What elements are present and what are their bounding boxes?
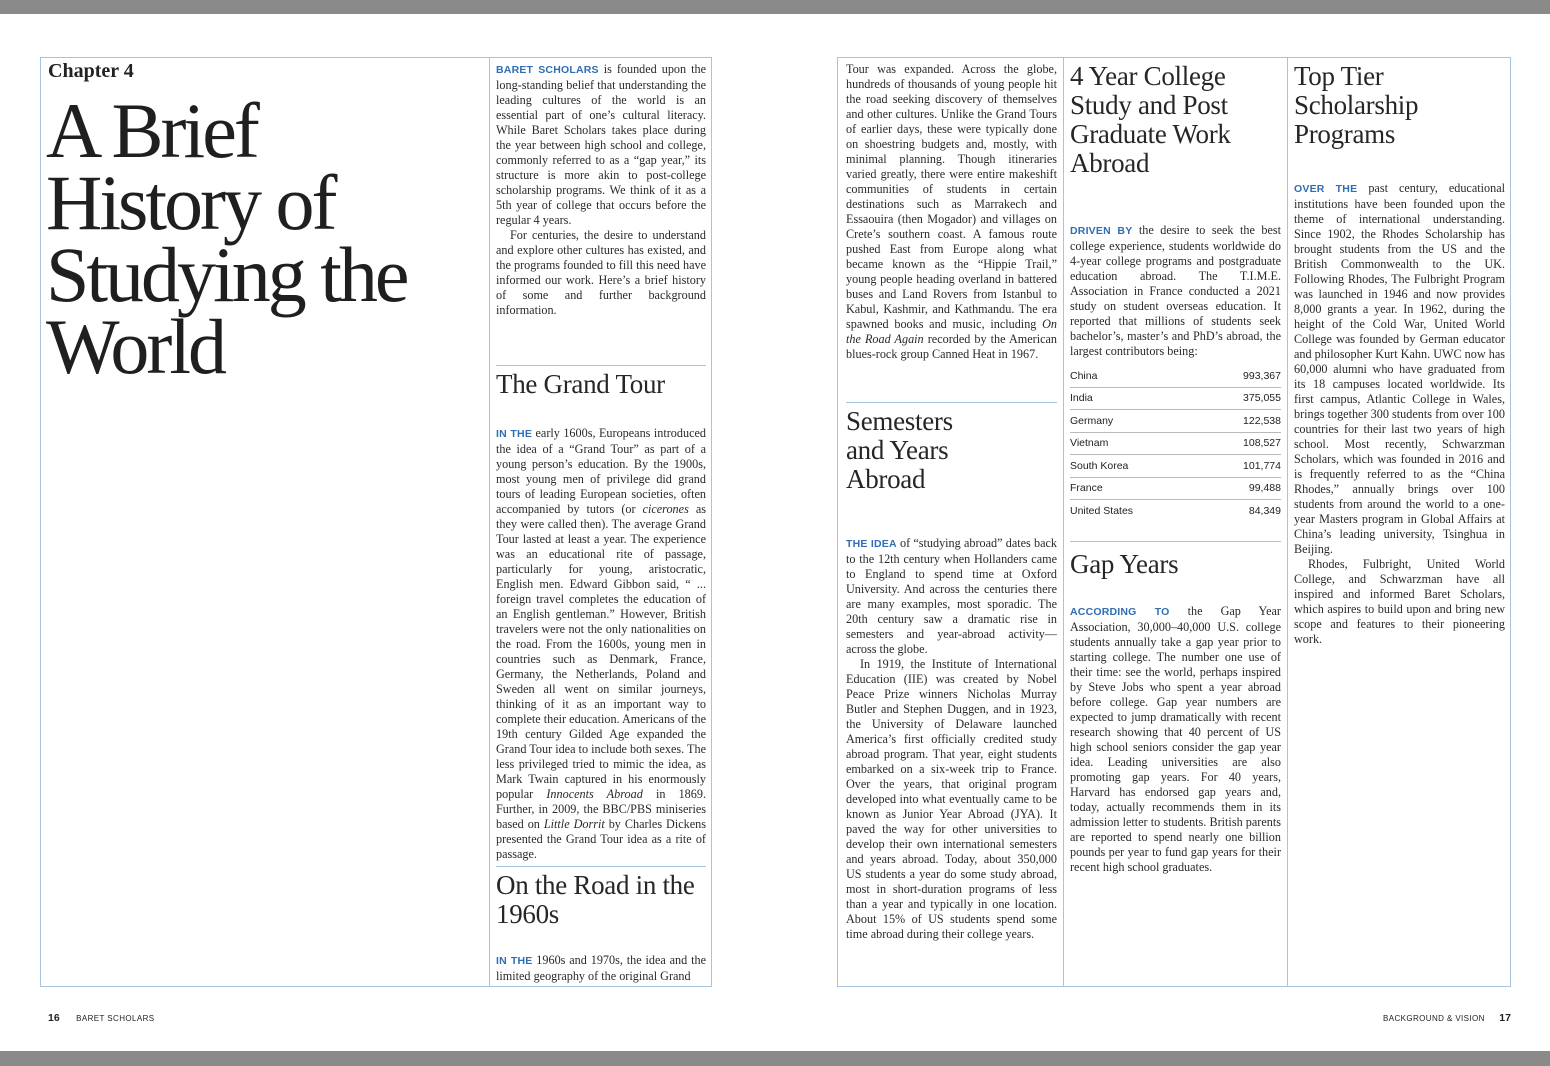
country-cell: China [1070,365,1202,387]
right-footer [1383,1008,1511,1026]
bottom-band [0,1051,1550,1066]
four-year-paragraph: DRIVEN BY the desire to seek the best college experience, students worldwide do 4-year college programs and postgraduate education abroad. The T.I.M.E. Association in France conducted a 2021 study on student overseas education. It reported that millions of students seek bachelor’s, master’s and PhD’s abroad, the largest contributors being: [1070,223,1281,358]
intro-paragraph-2: For centuries, the desire to understand and explore other cultures has existed, and the programs founded to fill this need have informed our work. Here’s a brief history of some and further background information. [496,228,706,317]
count-cell: 375,055 [1202,387,1281,410]
count-cell: 122,538 [1202,410,1281,433]
grand-tour-paragraph: IN THE early 1600s, Europeans introduced the idea of a “Grand Tour” as part of a young person’s education. By the 1900s, most young men of privilege did grand tours of leading European societies, often accompanied by tutors (or cicerones as they were called then). The average Grand Tour lasted at least a year. The experience was an educational rite of passage, particularly for young, aristocratic, English men. Edward Gibbon said, “ ... foreign travel completes the education of an English gentleman.” However, British travelers were not the only nationalities on the road. From the 1600s, young men in countries such as Denmark, France, Germany, the Netherlands, Poland and Sweden all went on similar journeys, thinking of it as an important way to complete their education. Americans of the 19th century Gilded Age expanded the Grand Tour idea to include both sexes. The less privileged tried to mimic the idea, as Mark Twain captured in his enormously popular Innocents Abroad in 1869. Further, in 2009, the BBC/PBS miniseries based on Little Dorrit by Charles Dickens presented the Grand Tour idea as a rite of passage. [496,426,706,861]
road-section [496,866,706,984]
top-band [0,0,1550,14]
intro-lead: BARET SCHOLARS [496,64,599,76]
table-row [1070,500,1281,522]
semesters-paragraph: THE IDEA of “studying abroad” dates back to the 12th century when Hollanders came to England to spend time at Oxford University. And across the centuries there are many examples, most sporadic. The 20th century saw a dramatic rise in semesters and year-abroad activity—across the globe. [846,536,1057,656]
right-column-1 [846,62,1057,942]
count-cell: 108,527 [1202,432,1281,455]
road-paragraph: IN THE 1960s and 1970s, the idea and the limited geography of the original Grand [496,953,706,983]
gap-years-heading: Gap Years [1070,548,1179,579]
left-column-rule [489,58,490,987]
country-cell: Germany [1070,410,1202,433]
table-row [1070,410,1281,433]
country-cell: Vietnam [1070,432,1202,455]
table-row [1070,455,1281,478]
semesters-heading: Semesters and Years Abroad [846,406,953,494]
grand-tour-heading: The Grand Tour [496,369,665,399]
count-cell: 84,349 [1248,504,1281,517]
left-text-column [496,62,706,862]
semesters-paragraph-2: In 1919, the Institute of International Education (IIE) was created by Nobel Peace Prize winners Nicholas Murray Butler and Stephen Duggen, and in 1923, the University of Delaware launched America’s first officially credited study abroad program. That year, eight students embarked on a six-week trip to France. Over the years, that original program developed into what eventually came to be known as Junior Year Abroad (JYA). It paved the way for other universities to develop their own international semesters and years abroad. Today, about 350,000 US students a year do some study abroad, most in short-duration programs of less than a year and typically in one location. About 15% of US students spend some time abroad during their college years. [846,657,1057,941]
right-column-3 [1294,62,1505,647]
chapter-label: Chapter 4 [48,60,134,82]
top-tier-heading: Top Tier Scholarship Programs [1294,61,1419,149]
top-tier-paragraph: OVER THE past century, educational institutions have been founded upon the theme of international understanding. Since 1902, the Rhodes Scholarship has brought students from the US and the British Commonwealth to the UK. Following Rhodes, The Fulbright Program was launched in 1946 and now provides 8,000 grants a year. In 1962, during the height of the Cold War, United World College was founded by German educator and philosopher Kurt Kahn. UWC now has 60,000 alumni who have graduated from its 18 campuses located worldwide. Its first campus, Atlantic College in Wales, brings together 300 students from over 100 countries for their last two years of high school. Most recently, Schwarzman Scholars, which was founded in 2016 and is frequently referred to as the “China Rhodes,” annually brings over 100 students from around the world to a one-year Masters program in Global Affairs at China’s leading university, Tsinghua in Beijing. [1294,181,1506,556]
right-column-2 [1070,62,1281,875]
page-title: A Brief History of Studying the World [46,87,407,390]
table-row [1070,387,1281,410]
right-column-rule-1 [1063,58,1064,987]
left-footer-label: BARET SCHOLARS [76,1014,155,1023]
country-cell: India [1070,387,1202,410]
count-cell: 101,774 [1202,455,1281,478]
intro-paragraph: BARET SCHOLARS is founded upon the long-standing belief that understanding the leading cultures of the world is an essential part of one’s cultural literacy. While Baret Scholars takes place during the year between high school and college, commonly referred to as a “gap year,” its structure is more akin to post-college scholarship programs. We think of it as a 5th year of college that occurs before the regular 4 years. [496,62,706,227]
country-cell: South Korea [1070,455,1202,478]
table-row [1070,477,1281,500]
gap-years-paragraph: ACCORDING TO the Gap Year Association, 30,000–40,000 U.S. college students annually take a gap year prior to starting college. The number one use of their time: see the world, perhaps inspired by Steve Jobs who spent a year abroad before college. Gap year numbers are expected to jump dramatically with recent research showing that 40 percent of US high school seniors consider the gap year idea. Leading universities are also promoting gap years. For 40 years, Harvard has endorsed gap years and, today, actually recommends them in its admission letter to students. British parents are reported to spend nearly one billion pounds per year to fund gap years for their recent high school graduates. [1070,603,1281,874]
right-footer-label: BACKGROUND & VISION [1383,1014,1485,1023]
road-heading: On the Road in the 1960s [496,870,695,929]
grand-tour-section [496,365,706,862]
country-cell: United States [1070,504,1134,517]
table-row [1070,432,1281,455]
student-contributors-table [1070,365,1281,522]
table-row [1070,365,1281,387]
right-column-rule-2 [1287,58,1288,987]
road-continued-paragraph: Tour was expanded. Across the globe, hundreds of thousands of young people hit the road seeking discovery of themselves and other cultures. Unlike the Grand Tours of earlier days, these were typically done on shoestring budgets and, mostly, with minimal planning. Though itineraries varied greatly, there were entire makeshift communities of students in certain destinations such as Marrakech and Essaouira (then Mogador) and villages on Crete’s southern coast. A famous route pushed East from Europe along what became known as the “Hippie Trail,” young people heading overland in battered buses and Land Rovers from Istanbul to Kabul, Kashmir, and Kathmandu. The era spawned books and music, including On the Road Again recorded by the American blues-rock group Canned Heat in 1967. [846,62,1058,361]
semesters-section [846,402,1057,942]
gap-years-section [1070,541,1281,875]
right-page-number: 17 [1499,1012,1511,1024]
four-year-heading: 4 Year College Study and Post Graduate Work Abroad [1070,61,1231,178]
country-cell: France [1070,477,1202,500]
left-footer [48,1008,155,1026]
top-tier-paragraph-2: Rhodes, Fulbright, United World College, and Schwarzman have all inspired and informed Baret Scholars, which aspires to build upon and bring new scope and features to their pioneering work. [1294,557,1505,646]
count-cell: 99,488 [1202,477,1281,500]
left-page-number: 16 [48,1012,60,1024]
count-cell: 993,367 [1202,365,1281,387]
